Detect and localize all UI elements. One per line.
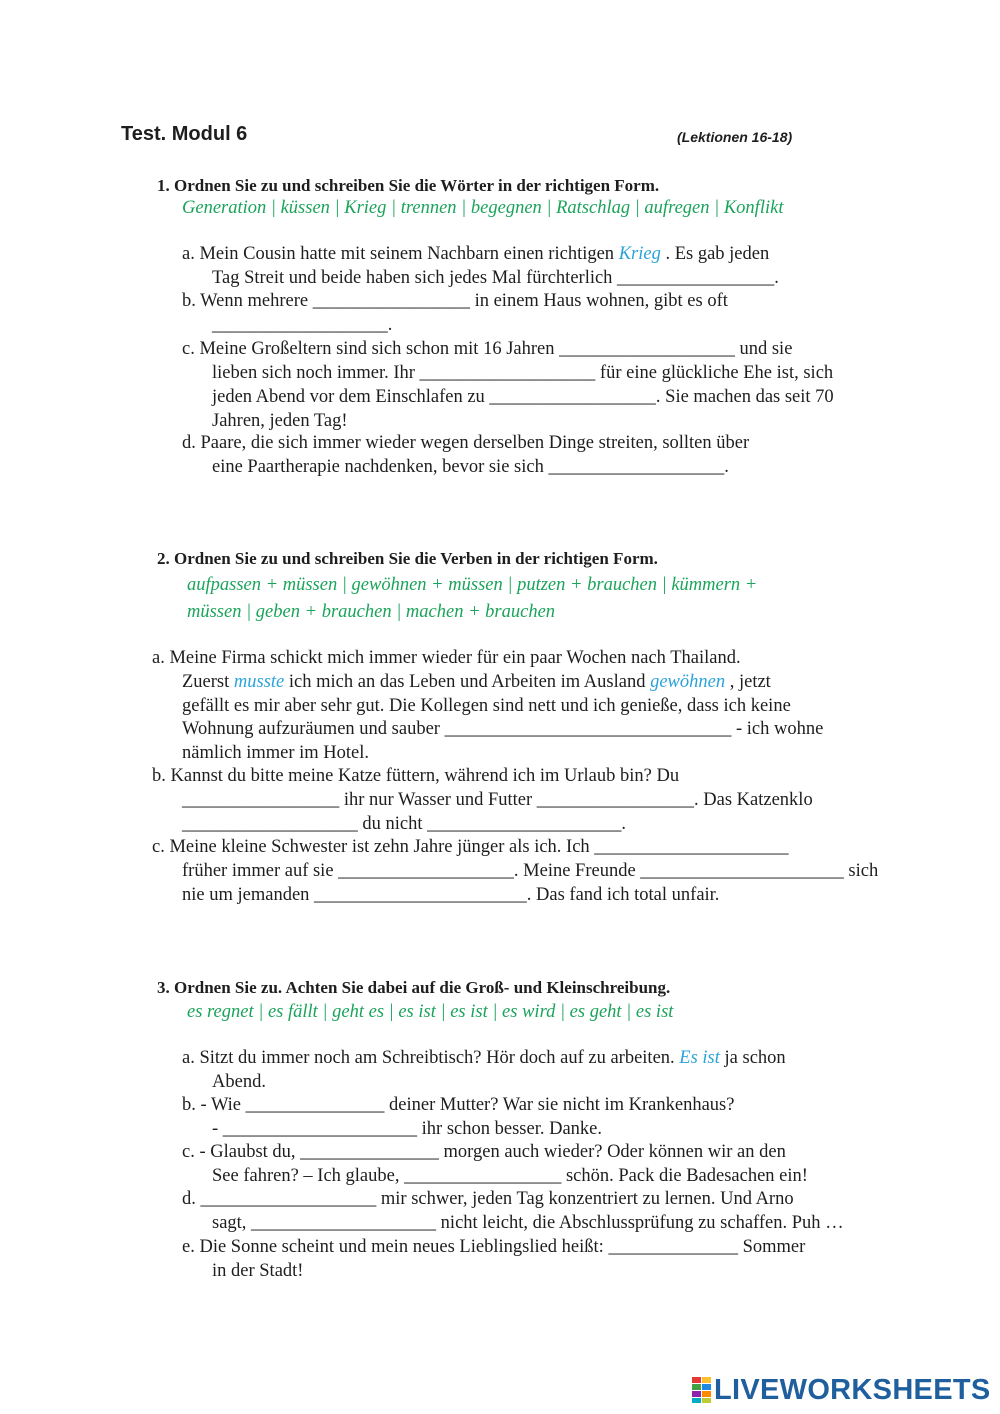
q3-d-line-2: sagt, ____________________ nicht leicht, die Abschlussprüfung zu schaffen. Puh … [212,1213,844,1233]
q3-e-line-1: e. Die Sonne scheint und mein neues Lieblingslied heißt: ______________ Sommer [182,1237,806,1257]
q1-a-line-1: a. Mein Cousin hatte mit seinem Nachbarn einen richtigen Krieg . Es gab jeden [182,244,770,264]
q3-word-bank: es regnet | es fällt | geht es | es ist | es ist | es wird | es geht | es ist [187,1002,674,1022]
q1-b-line-2: ___________________. [212,315,393,335]
q2-b-line-3: ___________________ du nicht _____________________. [182,814,626,834]
q2-c-line-1: c. Meine kleine Schwester ist zehn Jahre jünger als ich. Ich _____________________ [152,837,789,857]
q3-heading: 3. Ordnen Sie zu. Achten Sie dabei auf die Groß- und Kleinschreibung. [157,978,671,997]
q1-a-line-2: Tag Streit und beide haben sich jedes Mal fürchterlich _________________. [212,268,779,288]
page-title: Test. Modul 6 [121,123,248,145]
q2-heading: 2. Ordnen Sie zu und schreiben Sie die Verben in der richtigen Form. [157,549,658,568]
q1-c-line-3: jeden Abend vor dem Einschlafen zu __________________. Sie machen das seit 70 [212,387,834,407]
q2-a-line-2: Zuerst musste ich mich an das Leben und Arbeiten im Ausland gewöhnen , jetzt [182,672,771,692]
q1-a-answer-input[interactable]: Krieg [618,244,661,264]
q2-a-line-1: a. Meine Firma schickt mich immer wieder für ein paar Wochen nach Thailand. [152,648,741,668]
q3-a-answer-input[interactable]: Es ist [679,1048,720,1068]
q1-d-line-1: d. Paare, die sich immer wieder wegen derselben Dinge streiten, sollten über [182,433,750,453]
q2-word-bank-line-2: müssen | geben + brauchen | machen + brauchen [187,602,556,622]
q1-b-line-1: b. Wenn mehrere _________________ in einem Haus wohnen, gibt es oft [182,291,728,311]
q3-b-line-2: - _____________________ ihr schon besser. Danke. [212,1119,602,1139]
q3-d-line-1: d. ___________________ mir schwer, jeden Tag konzentriert zu lernen. Und Arno [182,1189,794,1209]
q3-e-line-2: in der Stadt! [212,1261,304,1281]
q2-a-line-3: gefällt es mir aber sehr gut. Die Kollegen sind nett und ich genieße, dass ich keine [182,696,791,716]
q3-a-line-1: a. Sitzt du immer noch am Schreibtisch? Hör doch auf zu arbeiten. Es ist ja schon [182,1048,786,1068]
page-subtitle: (Lektionen 16-18) [677,129,793,145]
q1-c-line-1: c. Meine Großeltern sind sich schon mit 16 Jahren ___________________ und sie [182,339,793,359]
q3-c-line-1: c. - Glaubst du, _______________ morgen auch wieder? Oder können wir an den [182,1142,786,1162]
q2-c-line-2: früher immer auf sie ___________________. Meine Freunde ______________________ sich [182,861,879,881]
q3-a-line-2: Abend. [212,1072,266,1092]
q1-c-line-4: Jahren, jeden Tag! [212,411,348,431]
q2-a-line-4: Wohnung aufzuräumen und sauber _______________________________ - ich wohne [182,719,824,739]
q3-c-line-2: See fahren? – Ich glaube, _________________ schön. Pack die Badesachen ein! [212,1166,808,1186]
q3-b-line-1: b. - Wie _______________ deiner Mutter? War sie nicht im Krankenhaus? [182,1095,735,1115]
q1-d-line-2: eine Paartherapie nachdenken, bevor sie sich ___________________. [212,457,729,477]
liveworksheets-logo-text: LIVEWORKSHEETS [714,1373,991,1406]
q2-word-bank-line-1: aufpassen + müssen | gewöhnen + müssen | putzen + brauchen | kümmern + [187,575,758,595]
q2-b-line-1: b. Kannst du bitte meine Katze füttern, während ich im Urlaub bin? Du [152,766,680,786]
liveworksheets-logo [692,1375,991,1405]
q2-c-line-3: nie um jemanden _______________________. Das fand ich total unfair. [182,885,720,905]
q1-c-line-2: lieben sich noch immer. Ihr ___________________ für eine glückliche Ehe ist, sich [212,363,834,383]
q2-b-line-2: _________________ ihr nur Wasser und Futter _________________. Das Katzenklo [182,790,813,810]
q1-word-bank: Generation | küssen | Krieg | trennen | begegnen | Ratschlag | aufregen | Konflikt [182,198,784,218]
q2-a-answer-2-input[interactable]: gewöhnen [650,672,726,692]
q2-a-answer-1-input[interactable]: musste [233,672,285,692]
q2-a-line-5: nämlich immer im Hotel. [182,743,370,763]
liveworksheets-logo-icon [692,1377,712,1403]
q1-heading: 1. Ordnen Sie zu und schreiben Sie die Wörter in der richtigen Form. [157,176,660,195]
